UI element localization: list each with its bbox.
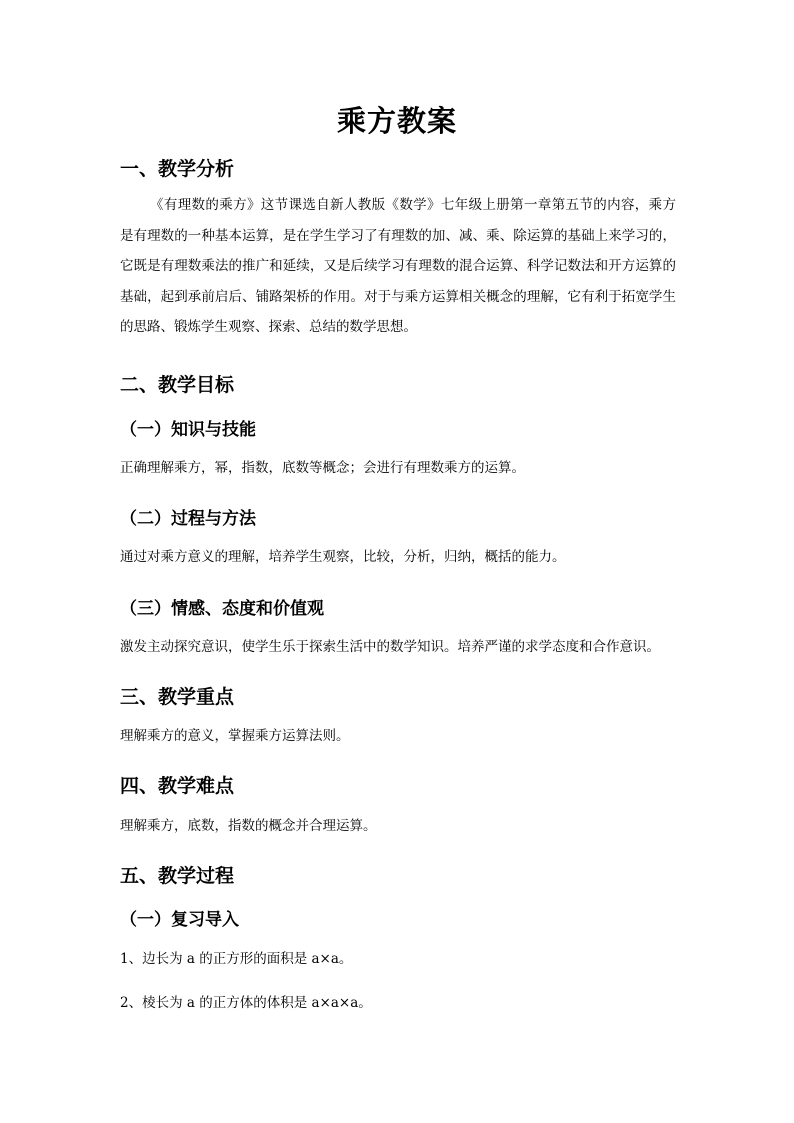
section-heading-analysis: 一、教学分析 xyxy=(120,158,235,180)
section-heading-difficulties: 四、教学难点 xyxy=(120,775,235,797)
section-heading-key-points: 三、教学重点 xyxy=(120,686,235,708)
section-heading-goals: 二、教学目标 xyxy=(120,374,235,396)
review-item: 2、棱长为 a 的正方体的体积是 a×a×a。 xyxy=(120,995,372,1011)
process-text: 通过对乘方意义的理解，培养学生观察，比较，分析，归纳，概括的能力。 xyxy=(120,549,566,565)
key-points-text: 理解乘方的意义，掌握乘方运算法则。 xyxy=(120,728,350,744)
subheading-knowledge: （一）知识与技能 xyxy=(120,420,256,440)
subheading-process: （二）过程与方法 xyxy=(120,509,256,529)
section-heading-procedure: 五、教学过程 xyxy=(120,865,235,887)
emotion-text: 激发主动探究意识，使学生乐于探索生活中的数学知识。培养严谨的求学态度和合作意识。 xyxy=(120,639,660,655)
subheading-review: （一）复习导入 xyxy=(120,910,239,930)
subheading-emotion: （三）情感、态度和价值观 xyxy=(120,599,324,619)
document-title: 乘方教案 xyxy=(336,104,457,138)
knowledge-text: 正确理解乘方，幂，指数，底数等概念；会进行有理数乘方的运算。 xyxy=(120,460,525,476)
review-item: 1、边长为 a 的正方形的面积是 a×a。 xyxy=(120,951,353,967)
analysis-paragraph: 《有理数的乘方》这节课选自新人教版《数学》七年级上册第一章第五节的内容，乘方是有理数的一种基本运算，是在学生学习了有理数的加、减、乘、除运算的基础上来学习的，它既是有理数乘法的推广和延续，又是后续学习有理数的混合运算、科学记数法和开方运算的基础，起到承前启后、铺路架桥的作用。对于与乘方运算相关概念的理解，它有利于拓宽学生的思路、锻炼学生观察、探索、总结的数学思想。 xyxy=(120,197,676,335)
difficulties-text: 理解乘方，底数，指数的概念并合理运算。 xyxy=(120,818,377,834)
